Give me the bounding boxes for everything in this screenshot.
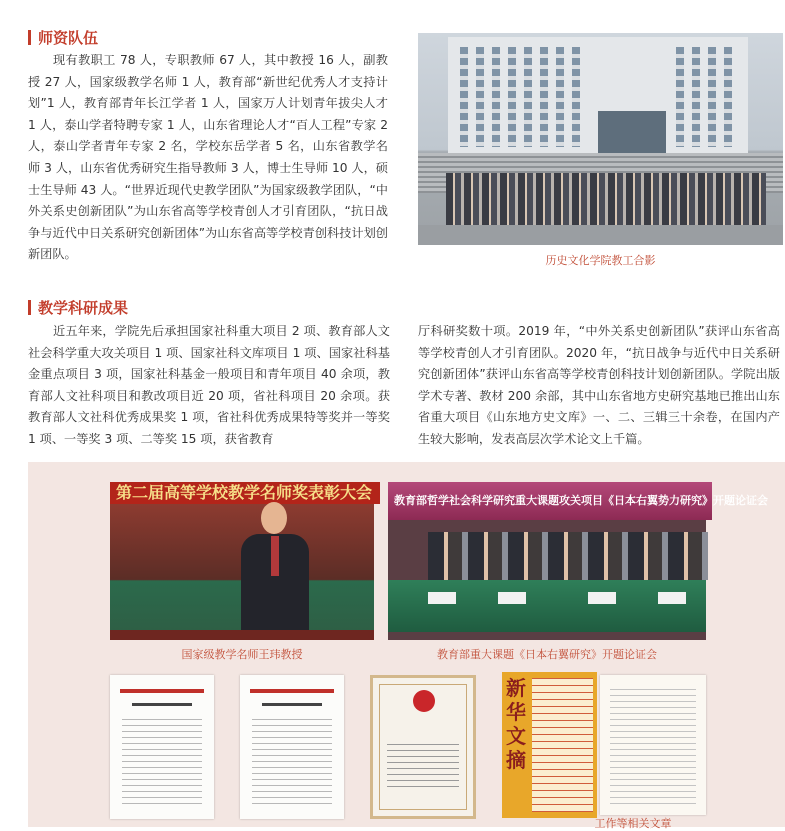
bottom-caption: 工作等相关文章 xyxy=(594,817,672,830)
faculty-paragraph: 现有教职工 78 人，专职教师 67 人，其中教授 16 人，副教授 27 人，国家级教学名师 1 人，教育部“新世纪优秀人才支持计划”1 人，教育部青年长江学者 1 人，国家万人计划青年拔尖人才 1 人，泰山学者特聘专家 1 人，山东省理论人才“百人工程”专家 2 人，泰山学者青年专家 2 名，学校东岳学者 5 名，山东省教学名师 3 人，山东省优秀研究生指导教师 3 人，博士生导师 10 人，硕士生导师 43 人。“世界近现代史教学团队”为国家级教学团队，“中外关系史创新团队”为山东省高等学校青创人才引育团队，“抗日战争与近代中日关系研究创新团体”为山东省高等学校青创科技计划创新团队。 xyxy=(28,53,388,262)
magazine-page-image xyxy=(600,675,706,815)
award-banner: 第二届高等学校教学名师奖表彰大会 xyxy=(110,482,380,504)
magazine-title: 新华文摘 xyxy=(506,676,526,772)
professor-figure xyxy=(235,500,315,628)
faculty-section-title xyxy=(28,27,98,48)
seminar-banner: 教育部哲学社会科学研究重大课题攻关项目《日本右翼势力研究》开题论证会 xyxy=(388,482,712,520)
title-accent-bar xyxy=(28,300,31,315)
seminar-attendees xyxy=(428,532,708,580)
building-facade xyxy=(448,37,748,155)
faculty-title-text: 师资队伍 xyxy=(38,29,99,47)
faculty-group-photo xyxy=(418,33,783,245)
faculty-crowd xyxy=(446,173,766,225)
seminar-photo-caption: 教育部重大课题《日本右翼研究》开题论证会 xyxy=(437,648,657,661)
research-paragraph-right: 厅科研奖数十项。2019 年，“中外关系史创新团队”获评山东省高等学校青创人才引育团队。2020 年，“抗日战争与近代中日关系研究创新团体”获评山东省高等学校青创科技计划创新团队。学院出版学术专著、教材 200 余部，其中山东省地方史研究基地已推出山东省重大项目《山东地方史文库》一、二、三辑三十余卷，在国内产生较大影响，发表高层次学术论文上千篇。 xyxy=(418,324,780,446)
research-section-title xyxy=(28,297,128,318)
seminar-photo xyxy=(388,482,768,640)
building-entrance xyxy=(598,111,666,159)
research-title-text: 教学科研成果 xyxy=(38,299,129,317)
document-image-2 xyxy=(240,675,344,819)
title-accent-bar xyxy=(28,30,31,45)
faculty-photo-caption: 历史文化学院教工合影 xyxy=(545,254,656,267)
certificate-image xyxy=(370,675,476,819)
research-paragraph-left: 近五年来，学院先后承担国家社科重大项目 2 项、教育部人文社会科学重大攻关项目 1 项、国家社科文库项目 1 项、国家社科基金重点项目 3 项，国家社科基金一般项目和青年项目 40 余项，教育部人文社科项目和教改项目近 20 项，省社科项目 20 余项。获教育部人文社科优秀成果奖 1 项，省社科优秀成果特等奖并一等奖 1 项、一等奖 3 项、二等奖 15 项，获省教育 xyxy=(28,324,390,446)
document-image-1 xyxy=(110,675,214,819)
xinhua-digest-cover xyxy=(502,672,597,818)
award-ceremony-photo xyxy=(110,482,374,640)
conference-table xyxy=(388,580,706,632)
national-emblem-icon xyxy=(413,690,435,712)
award-photo-caption: 国家级教学名师王玮教授 xyxy=(181,648,303,661)
